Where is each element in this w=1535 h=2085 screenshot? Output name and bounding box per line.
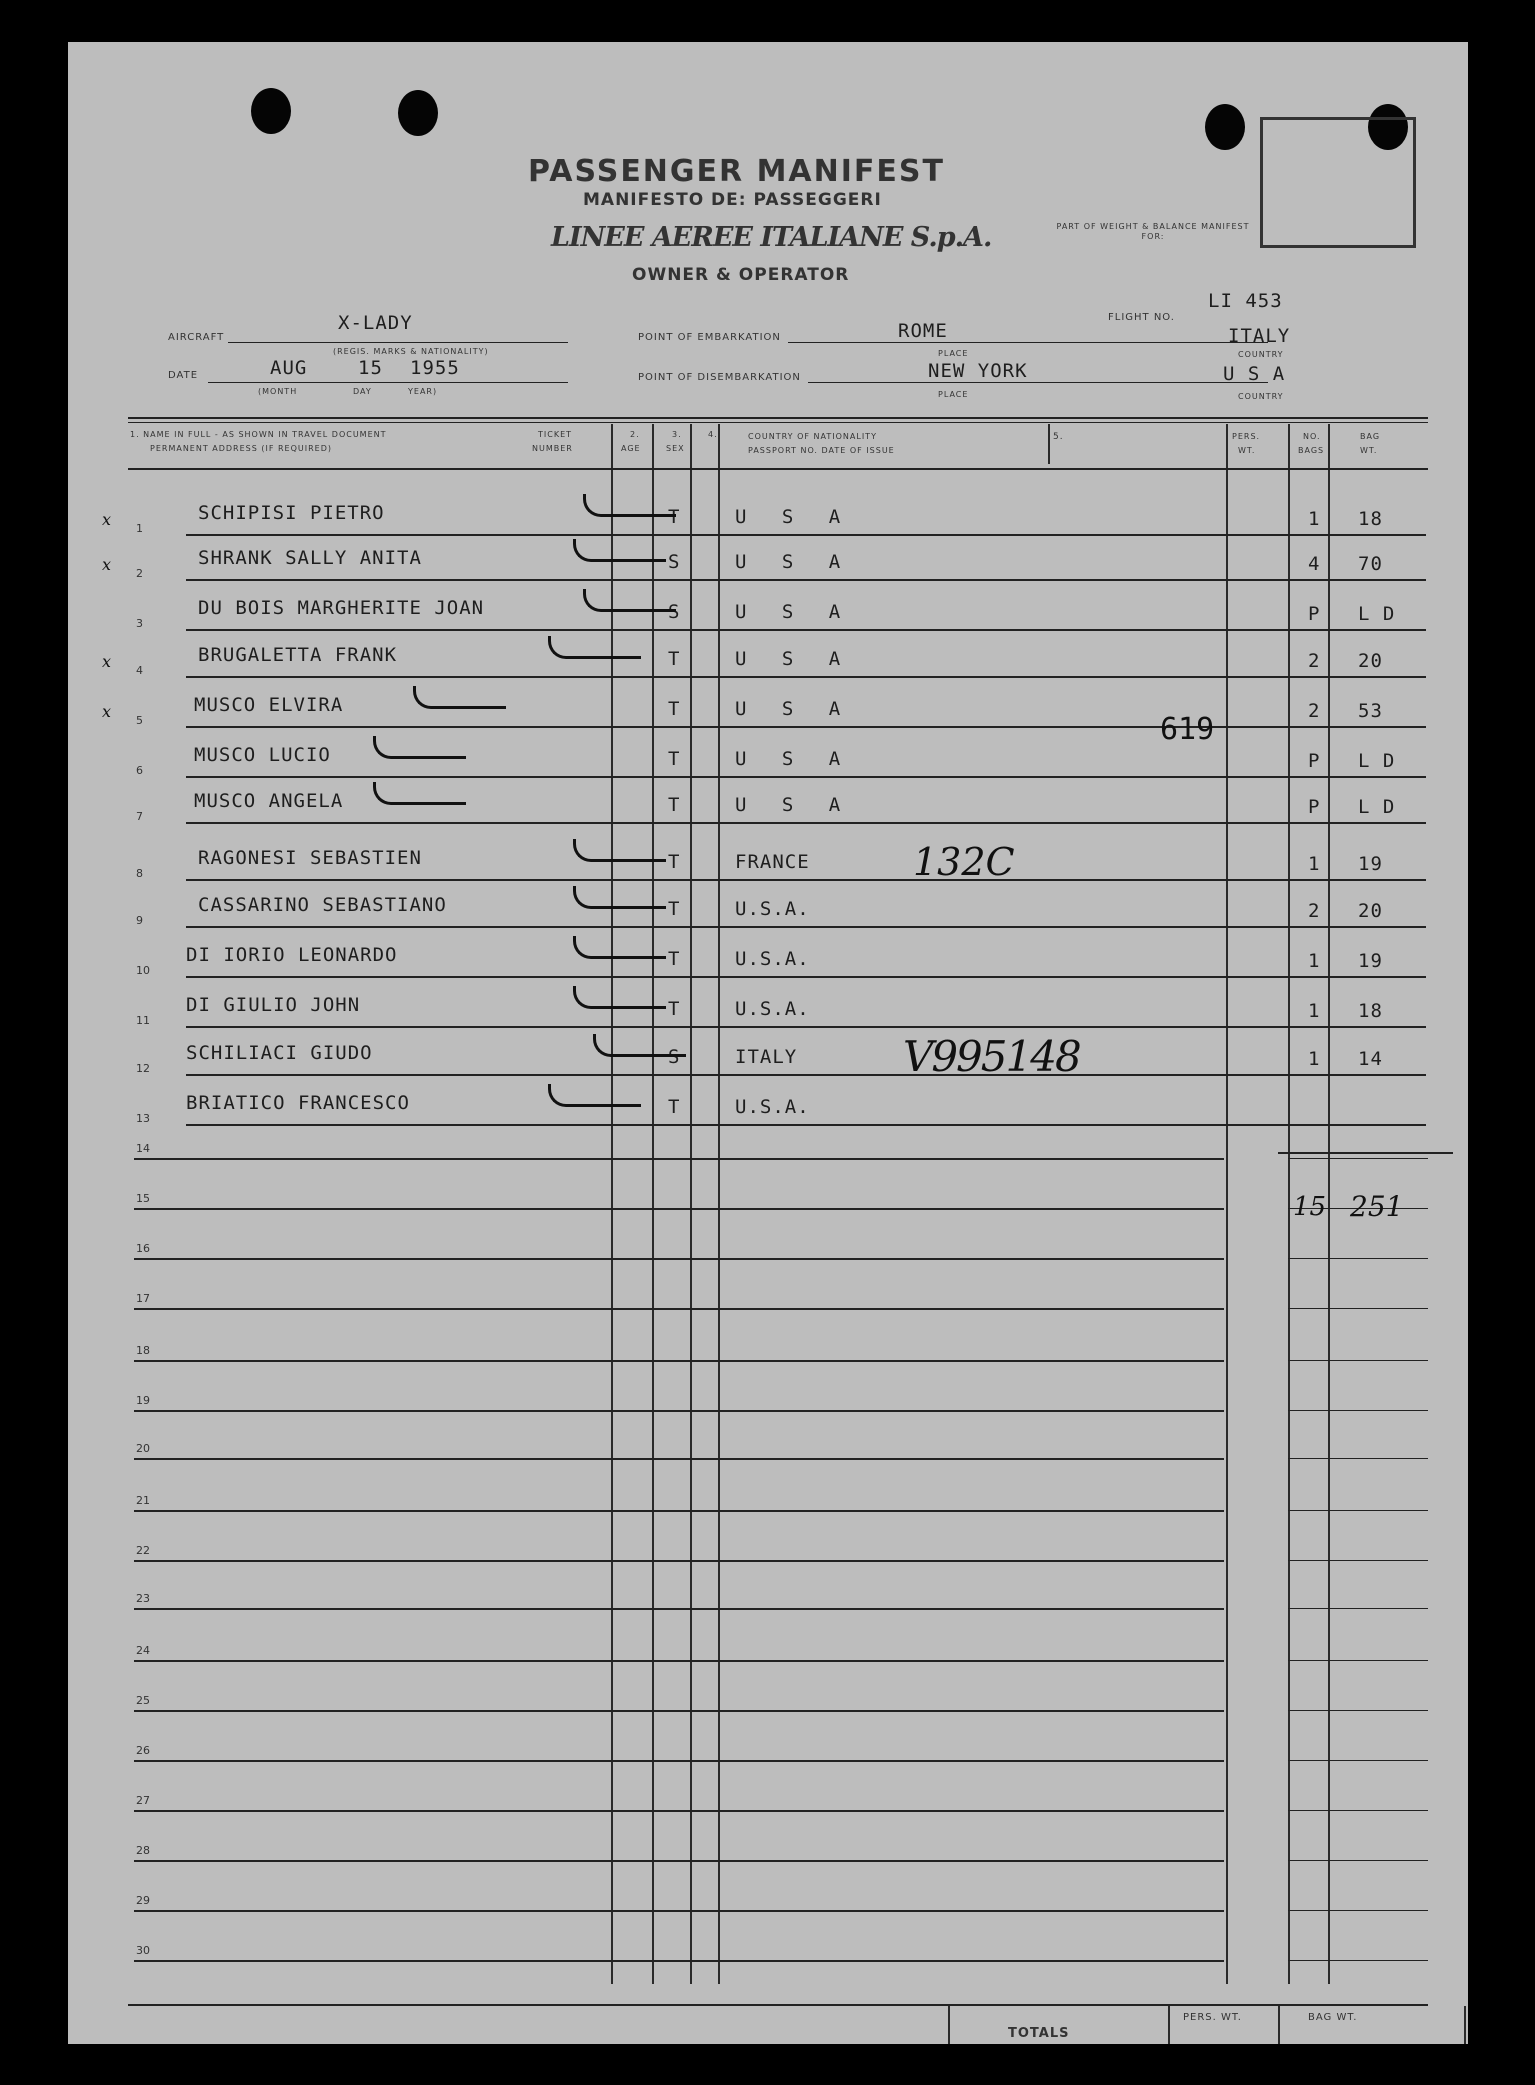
row-number: 26 — [136, 1744, 150, 1757]
row-number: 21 — [136, 1494, 150, 1507]
passenger-sex: S — [668, 601, 681, 623]
footer-totals: TOTALS — [1008, 2026, 1070, 2041]
footer-pers-wt: PERS. WT. — [1183, 2012, 1242, 2023]
aircraft-label: AIRCRAFT — [168, 332, 225, 343]
row-number: 22 — [136, 1544, 150, 1557]
passenger-sex: S — [668, 1046, 681, 1068]
passenger-bags: P — [1308, 603, 1321, 625]
passenger-sex: T — [668, 648, 681, 670]
row-number: 1 — [136, 522, 143, 535]
passenger-sex: S — [668, 551, 681, 573]
row-number: 2 — [136, 567, 143, 580]
passenger-bags: 1 — [1308, 508, 1321, 530]
passenger-bags: 2 — [1308, 700, 1321, 722]
checkmark-icon — [583, 589, 676, 612]
passenger-sex: T — [668, 794, 681, 816]
row-number: 12 — [136, 1062, 150, 1075]
passenger-nationality: U S A — [735, 648, 853, 670]
row-number: 5 — [136, 714, 143, 727]
passenger-name: MUSCO ELVIRA — [194, 694, 344, 716]
handwritten-note-132c: 132C — [913, 840, 1015, 884]
passenger-name: CASSARINO SEBASTIANO — [198, 894, 447, 916]
row-number: 29 — [136, 1894, 150, 1907]
row-number: 14 — [136, 1142, 150, 1155]
place-label: PLACE — [938, 349, 969, 358]
row-number: 27 — [136, 1794, 150, 1807]
passenger-bags: 4 — [1308, 553, 1321, 575]
row-number: 6 — [136, 764, 143, 777]
row-number: 3 — [136, 617, 143, 630]
row-number: 18 — [136, 1344, 150, 1357]
row-number: 20 — [136, 1442, 150, 1455]
col-sex-header: SEX — [666, 444, 685, 453]
checkmark-icon — [548, 1084, 641, 1107]
col-pers-header: PERS. — [1232, 432, 1261, 441]
passenger-nationality: U S A — [735, 601, 853, 623]
disembarkation-place: NEW YORK — [928, 360, 1028, 382]
row-number: 30 — [136, 1944, 150, 1957]
passenger-sex: T — [668, 698, 681, 720]
passenger-bag-weight: L D — [1358, 796, 1396, 818]
passenger-bag-weight: 19 — [1358, 853, 1383, 875]
passenger-name: MUSCO LUCIO — [194, 744, 331, 766]
passenger-bags: 1 — [1308, 1048, 1321, 1070]
row-number: 10 — [136, 964, 150, 977]
passenger-bag-weight: 19 — [1358, 950, 1383, 972]
passenger-bags: 2 — [1308, 900, 1321, 922]
col-sex-num: 3. — [672, 430, 682, 439]
col-5-header: 5. — [1053, 432, 1064, 442]
date-label: DATE — [168, 370, 199, 381]
punch-hole — [398, 90, 438, 136]
passenger-bags: P — [1308, 750, 1321, 772]
row-number: 9 — [136, 914, 143, 927]
col-ticket-header: TICKET — [538, 430, 573, 439]
passenger-bags: 2 — [1308, 650, 1321, 672]
checkmark-icon — [373, 782, 466, 805]
day-label: DAY — [353, 387, 372, 396]
col-age-num: 2. — [630, 430, 640, 439]
punch-hole — [1205, 104, 1245, 150]
passenger-nationality: U.S.A. — [735, 1096, 810, 1118]
passenger-name: MUSCO ANGELA — [194, 790, 344, 812]
checkmark-icon — [573, 986, 666, 1009]
checkmark-icon — [573, 839, 666, 862]
flight-no-label: FLIGHT NO. — [1108, 312, 1175, 323]
passenger-name: DI GIULIO JOHN — [186, 994, 361, 1016]
passenger-bag-weight: 53 — [1358, 700, 1383, 722]
manifest-page — [68, 42, 1468, 2044]
row-number: 23 — [136, 1592, 150, 1605]
row-number: 16 — [136, 1242, 150, 1255]
passenger-nationality: U S A — [735, 698, 853, 720]
checkmark-icon — [593, 1034, 686, 1057]
passenger-name: DI IORIO LEONARDO — [186, 944, 398, 966]
row-number: 17 — [136, 1292, 150, 1305]
passenger-name: BRUGALETTA FRANK — [198, 644, 398, 666]
checkmark-icon — [373, 736, 466, 759]
row-mark: x — [102, 555, 112, 574]
manifest-subtitle: MANIFESTO DE: PASSEGGERI — [583, 190, 882, 210]
embarkation-label: POINT OF EMBARKATION — [638, 332, 781, 343]
passenger-nationality: U.S.A. — [735, 898, 810, 920]
stamp-box — [1260, 117, 1416, 248]
col-pers-wt-header: WT. — [1238, 446, 1256, 455]
row-number: 24 — [136, 1644, 150, 1657]
row-number: 28 — [136, 1844, 150, 1857]
row-number: 11 — [136, 1014, 150, 1027]
passenger-sex: T — [668, 1096, 681, 1118]
passenger-nationality: U S A — [735, 794, 853, 816]
disembarkation-label: POINT OF DISEMBARKATION — [638, 372, 801, 383]
passenger-sex: T — [668, 748, 681, 770]
passenger-nationality: U S A — [735, 748, 853, 770]
country-label: COUNTRY — [1238, 350, 1284, 359]
col-passport-header: PASSPORT NO. DATE OF ISSUE — [748, 446, 895, 455]
country-label-2: COUNTRY — [1238, 392, 1284, 401]
flight-no-value: LI 453 — [1208, 290, 1283, 312]
col-age-header: AGE — [621, 444, 641, 453]
regis-label: (REGIS. MARKS & NATIONALITY) — [333, 347, 489, 356]
date-year: 1955 — [410, 357, 460, 379]
passenger-nationality: U S A — [735, 551, 853, 573]
date-day: 15 — [358, 357, 383, 379]
handwritten-note-passport: V995148 — [903, 1032, 1080, 1081]
row-mark: x — [102, 702, 112, 721]
checkmark-icon — [583, 494, 676, 517]
passenger-nationality: U.S.A. — [735, 998, 810, 1020]
aircraft-value: X-LADY — [338, 312, 413, 334]
checkmark-icon — [573, 539, 666, 562]
checkmark-icon — [573, 936, 666, 959]
passenger-bags: 1 — [1308, 950, 1321, 972]
row-number: 4 — [136, 664, 143, 677]
passenger-name: SHRANK SALLY ANITA — [198, 547, 422, 569]
row-mark: x — [102, 510, 112, 529]
col-nationality-header: COUNTRY OF NATIONALITY — [748, 432, 877, 441]
footer-bag-wt: BAG WT. — [1308, 2012, 1358, 2023]
weight-balance-note: PART OF WEIGHT & BALANCE MANIFEST FOR: — [1056, 222, 1250, 241]
passenger-sex: T — [668, 948, 681, 970]
passenger-name: BRIATICO FRANCESCO — [186, 1092, 410, 1114]
checkmark-icon — [548, 636, 641, 659]
punch-hole — [251, 88, 291, 134]
row-number: 13 — [136, 1112, 150, 1125]
airline-name: LINEE AEREE ITALIANE S.p.A. — [551, 222, 992, 253]
passenger-bag-weight: L D — [1358, 750, 1396, 772]
passenger-bag-weight: L D — [1358, 603, 1396, 625]
row-number: 25 — [136, 1694, 150, 1707]
passenger-bag-weight: 70 — [1358, 553, 1383, 575]
checkmark-icon — [413, 686, 506, 709]
row-number: 15 — [136, 1192, 150, 1205]
passenger-nationality: U S A — [735, 506, 853, 528]
handwritten-total-bags: 15 — [1293, 1192, 1327, 1222]
passenger-sex: T — [668, 506, 681, 528]
date-month: AUG — [270, 357, 308, 379]
col-bags-no-header: NO. — [1303, 432, 1321, 441]
passenger-bag-weight: 20 — [1358, 900, 1383, 922]
embarkation-place: ROME — [898, 320, 948, 342]
passenger-nationality: U.S.A. — [735, 948, 810, 970]
embarkation-country: ITALY — [1228, 325, 1291, 347]
passenger-name: SCHILIACI GIUDO — [186, 1042, 373, 1064]
col-bag-header: BAG — [1360, 432, 1381, 441]
manifest-title: PASSENGER MANIFEST — [528, 154, 945, 189]
passenger-bags: P — [1308, 796, 1321, 818]
checkmark-icon — [573, 886, 666, 909]
passenger-name: RAGONESI SEBASTIEN — [198, 847, 422, 869]
place-label-2: PLACE — [938, 390, 969, 399]
passenger-sex: T — [668, 998, 681, 1020]
row-number: 8 — [136, 867, 143, 880]
handwritten-note-619: 619 — [1160, 712, 1215, 747]
handwritten-total-weight: 251 — [1350, 1190, 1404, 1223]
passenger-bags: 1 — [1308, 853, 1321, 875]
passenger-nationality: FRANCE — [735, 851, 810, 873]
passenger-sex: T — [668, 898, 681, 920]
disembarkation-country: U S A — [1223, 363, 1286, 385]
passenger-bag-weight: 14 — [1358, 1048, 1383, 1070]
col-nat-num: 4. — [708, 430, 718, 439]
month-label: (MONTH — [258, 387, 298, 396]
row-mark: x — [102, 652, 112, 671]
passenger-sex: T — [668, 851, 681, 873]
passenger-bags: 1 — [1308, 1000, 1321, 1022]
passenger-nationality: ITALY — [735, 1046, 798, 1068]
row-number: 19 — [136, 1394, 150, 1407]
passenger-bag-weight: 18 — [1358, 508, 1383, 530]
year-label: YEAR) — [408, 387, 438, 396]
col-bags-header: BAGS — [1298, 446, 1325, 455]
passenger-bag-weight: 18 — [1358, 1000, 1383, 1022]
passenger-name: DU BOIS MARGHERITE JOAN — [198, 597, 485, 619]
col-name-header: 1. NAME IN FULL - AS SHOWN IN TRAVEL DOCUMENT — [130, 430, 387, 439]
owner-operator: OWNER & OPERATOR — [632, 265, 850, 285]
row-number: 7 — [136, 810, 143, 823]
col-ticket-number-header: NUMBER — [532, 444, 573, 453]
passenger-name: SCHIPISI PIETRO — [198, 502, 385, 524]
col-bag-wt-header: WT. — [1360, 446, 1378, 455]
passenger-bag-weight: 20 — [1358, 650, 1383, 672]
col-address-header: PERMANENT ADDRESS (IF REQUIRED) — [150, 444, 333, 453]
